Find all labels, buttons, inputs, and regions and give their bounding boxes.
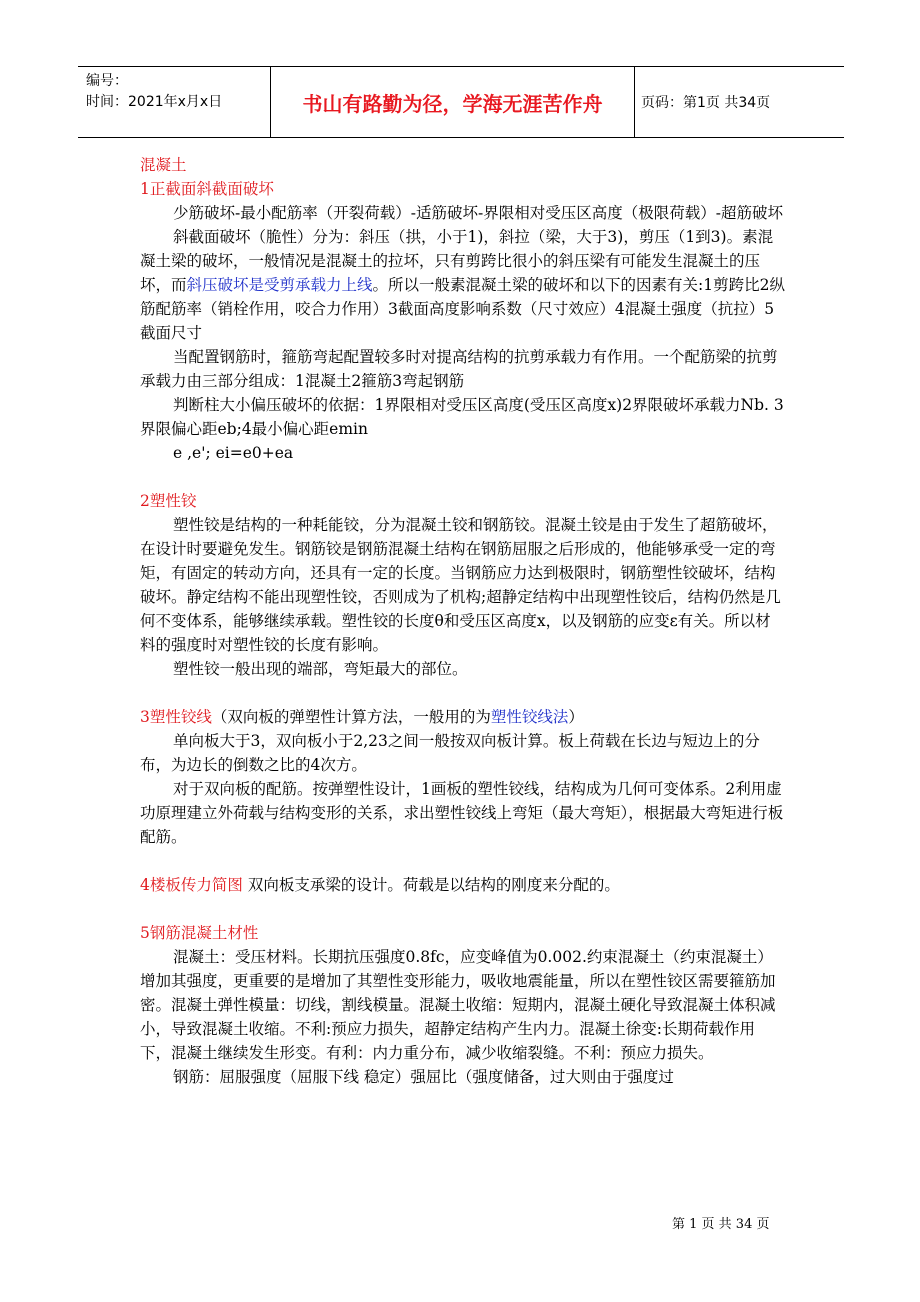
- section-3-heading: 3塑性铰线: [140, 708, 212, 726]
- s3-heading-rest: （双向板的弹塑性计算方法，一般用的为: [211, 708, 491, 726]
- s2-paragraph-2: 塑性铰一般出现的端部，弯矩最大的部位。: [173, 660, 468, 678]
- s1-paragraph-4: 判断柱大小偏压破坏的依据：1界限相对受压区高度(受压区高度x)2界限破坏承载力Nb. 3界限偏心距eb;4最小偏心距emin: [140, 396, 784, 438]
- s5-paragraph-2: 钢筋：屈服强度（屈服下线 稳定）强屈比（强度储备，过大则由于强度过: [173, 1068, 674, 1086]
- number-label: 编号：: [86, 73, 128, 89]
- section-3-heading-line: [140, 705, 785, 729]
- section-4-heading: 4楼板传力简图: [140, 876, 243, 894]
- section-1-heading: 1正截面斜截面破坏: [140, 180, 274, 198]
- s1-paragraph-1: 少筋破坏-最小配筋率（开裂荷载）-适筋破坏-界限相对受压区高度（极限荷载）-超筋破坏: [173, 204, 783, 222]
- doc-title: 混凝土: [140, 156, 187, 174]
- header-motto: 书山有路勤为径，学海无涯苦作舟: [271, 67, 635, 137]
- s2-paragraph-1: 塑性铰是结构的一种耗能铰，分为混凝土铰和钢筋铰。混凝土铰是由于发生了超筋破坏，在设计时要避免发生。钢筋铰是钢筋混凝土结构在钢筋屈服之后形成的，他能够承受一定的弯矩，有固定的转动方向，还具有一定的长度。当钢筋应力达到极限时，钢筋塑性铰破坏，结构破坏。静定结构不能出现塑性铰，否则成为了机构;超静定结构中出现塑性铰后，结构仍然是几何不变体系，能够继续承载。塑性铰的长度θ和受压区高度x，以及钢筋的应变ε有关。所以材料的强度时对塑性铰的长度有影响。: [140, 516, 781, 654]
- document-body: [140, 153, 785, 1089]
- header-page-label: 页码：第1页 共34页: [641, 95, 771, 111]
- section-2-heading: 2塑性铰: [140, 492, 197, 510]
- s4-text: 双向板支承梁的设计。荷载是以结构的刚度来分配的。: [247, 876, 620, 894]
- section-4-line: [140, 873, 785, 897]
- section-5-heading: 5钢筋混凝土材性: [140, 924, 259, 942]
- s1-paragraph-3: 当配置钢筋时，箍筋弯起配置较多时对提高结构的抗剪承载力有作用。一个配筋梁的抗剪承载力由三部分组成：1混凝土2箍筋3弯起钢筋: [140, 348, 778, 390]
- s3-paragraph-2: 对于双向板的配筋。按弹塑性设计，1画板的塑性铰线，结构成为几何可变体系。2利用虚功原理建立外荷载与结构变形的关系，求出塑性铰线上弯矩（最大弯矩），根据最大弯矩进行板配筋。: [140, 780, 784, 846]
- s1-p2-text-a: 斜截面破坏（脆性）分为：斜压（拱，小于1)，斜拉（梁，大于3)，剪压（1到3)。素混凝土梁的破坏，一般情况是混凝土的拉坏，只有剪跨比很小的斜压梁有可能发生混凝土的压坏，而: [140, 228, 774, 294]
- s3-paragraph-1: 单向板大于3，双向板小于2,23之间一般按双向板计算。板上荷载在长边与短边上的分布，为边长的倒数之比的4次方。: [140, 732, 760, 774]
- s3-heading-close: ）: [568, 708, 584, 726]
- s1-p2-highlight: 斜压破坏是受剪承载力上线: [186, 276, 373, 294]
- s5-paragraph-1: 混凝土：受压材料。长期抗压强度0.8fc，应变峰值为0.002.约束混凝土（约束混凝土）增加其强度，更重要的是增加了其塑性变形能力，吸收地震能量，所以在塑性铰区需要箍筋加密。混凝土弹性模量：切线，割线模量。混凝土收缩：短期内，混凝土硬化导致混凝土体积减小，导致混凝土收缩。不利:预应力损失，超静定结构产生内力。混凝土徐变:长期荷载作用下，混凝土继续发生形变。有利：内力重分布，减少收缩裂缝。不利：预应力损失。: [140, 948, 776, 1062]
- header-meta: [78, 67, 271, 137]
- time-label: 时间：2021年x月x日: [86, 94, 223, 110]
- s1-formula: e ,e'; ei=e0+ea: [173, 444, 294, 462]
- page-header: [78, 66, 844, 138]
- page-footer: 第 1 页 共 34 页: [672, 1217, 770, 1232]
- s3-heading-highlight: 塑性铰线法: [490, 708, 569, 726]
- s1-p2-text-b: 。所以一般素混凝土梁的破坏和以下的因素有关:1剪跨比2纵筋配筋率（销栓作用，咬合力作用）3截面高度影响系数（尺寸效应）4混凝土强度（抗拉）5截面尺寸: [140, 276, 785, 342]
- s1-paragraph-2: [140, 225, 785, 345]
